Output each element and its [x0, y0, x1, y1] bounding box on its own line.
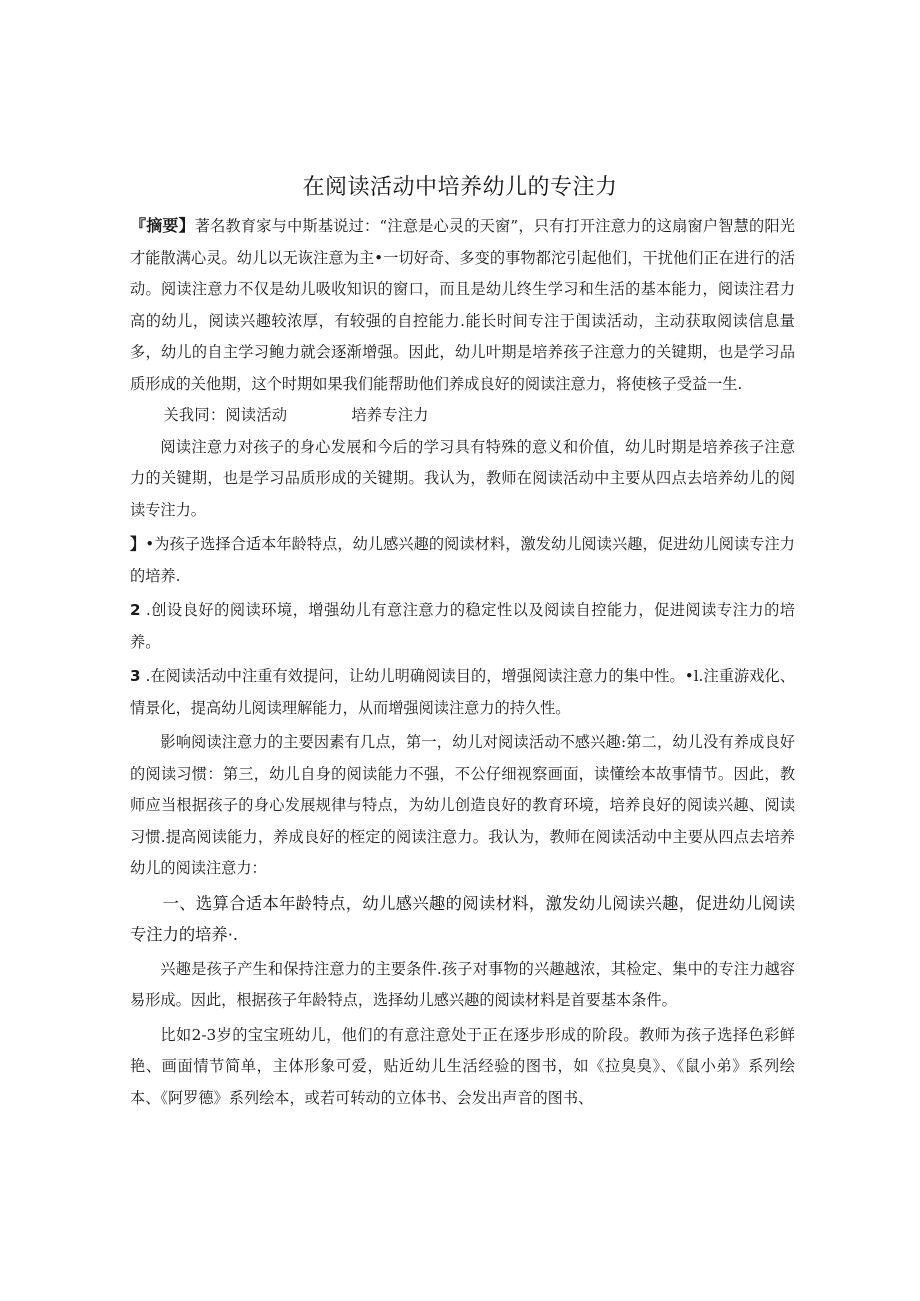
keyword-1: 阅读活动 — [225, 406, 288, 424]
factors-paragraph: 影响阅读注意力的主要因素有几点，第一，幼儿对阅读活动不感兴趣:第二，幼儿没有养成良好的阅读习惯：第三，幼儿自身的阅读能力不强，不公仔细视察画面，读懂绘本故事情节。因此，教师应当根据孩子的身心发展规律与特点，为幼儿创造良好的教育环境，培养良好的阅读兴趣、阅读习惯.提高阅读能力，养成良好的桎定的阅读注意力。我认为，教师在阅读活动中主要从四点去培养幼儿的阅读注意力： — [130, 733, 795, 877]
list-item-number: 2 — [130, 601, 141, 619]
keywords-label: 关我同： — [163, 406, 226, 424]
list-item-text: .创设良好的阅读环境，增强幼儿有意注意力的稳定性以及阅读自控能力，促进阅读专注力的培养。 — [130, 601, 795, 651]
list-item-2 — [130, 595, 795, 658]
list-item-text: •为孩子选择合适本年龄特点，幼儿感兴趣的阅读材料，激发幼儿阅读兴趣，促进幼儿阅读专注力的培养. — [130, 535, 795, 585]
abstract-text: 著名教育家与中斯基说过：“注意是心灵的天窗”，只有打开注意力的这扇窗户智慧的阳光才能散满心灵。幼儿以无诙注意为主•一切好奇、多变的事物都沱引起他们，干扰他们正在进行的活动。阅读注意力不仅是幼儿吸收知识的窗口，而且是幼儿终生学习和生活的基本能力，阅读注君力高的幼儿，阅读兴趣较浓厚，有较强的自控能力.能长时间专注于闺读活动，主动获取阅读信息量多，幼儿的自主学习鲍力就会逐渐增强。因此，幼儿叶期是培养孩子注意力的关键期，也是学习品质形成的关他期，这个时期如果我们能帮助他们养成良好的阅读注意力，将使核子受益一生. — [130, 217, 795, 393]
keywords-line — [130, 400, 795, 432]
list-item-1 — [130, 529, 795, 592]
section-heading: 一、选算合适本年龄特点，幼儿感兴趣的阅读材料，激发幼儿阅读兴趣，促进幼儿阅读专注力的培养·. — [130, 893, 795, 944]
abstract-label: 『摘要】 — [130, 216, 195, 235]
document-title: 在阅读活动中培养幼儿的专注力 — [302, 175, 618, 200]
list-item-number: 3 — [130, 667, 141, 685]
keyword-2: 培养专注力 — [351, 406, 429, 424]
document-body — [130, 210, 795, 1114]
section-paragraph-2: 比如2-3岁的宝宝班幼儿，他们的有意注意处于正在逐步形成的阶段。教师为孩子选择色彩鲜艳、画面情节简单，主体形象可爱，贴近幼儿生活经验的图书，如《拉臭臭》、《鼠小弟》系列绘本、《阿罗德》系列绘本，或若可转动的立体书、会发出声音的图书、 — [130, 1025, 795, 1107]
list-item-3 — [130, 661, 795, 724]
intro-paragraph: 阅读注意力对孩子的身心发展和今后的学习具有特殊的意义和价值，幼儿时期是培养孩子注意力的关键期，也是学习品质形成的关键期。我认为，教师在阅读活动中主要从四点去培养幼儿的阅读专注力。 — [130, 437, 795, 519]
section-paragraph-1: 兴趣是孩子产生和保持注意力的主要条件.孩子对事物的兴趣越浓，其检定、集中的专注力越容易形成。因此，根据孩子年龄特点，选择幼儿感兴趣的阅读材料是首要基本条件。 — [130, 959, 795, 1009]
list-item-text: .在阅读活动中注重有效提问，让幼儿明确阅读目的，增强阅读注意力的集中性。•l.注重游戏化、情景化，提高幼儿阅读理解能力，从而增强阅读注意力的持久性。 — [130, 667, 795, 717]
list-item-number: 】 — [130, 535, 146, 553]
abstract-paragraph — [130, 210, 795, 400]
